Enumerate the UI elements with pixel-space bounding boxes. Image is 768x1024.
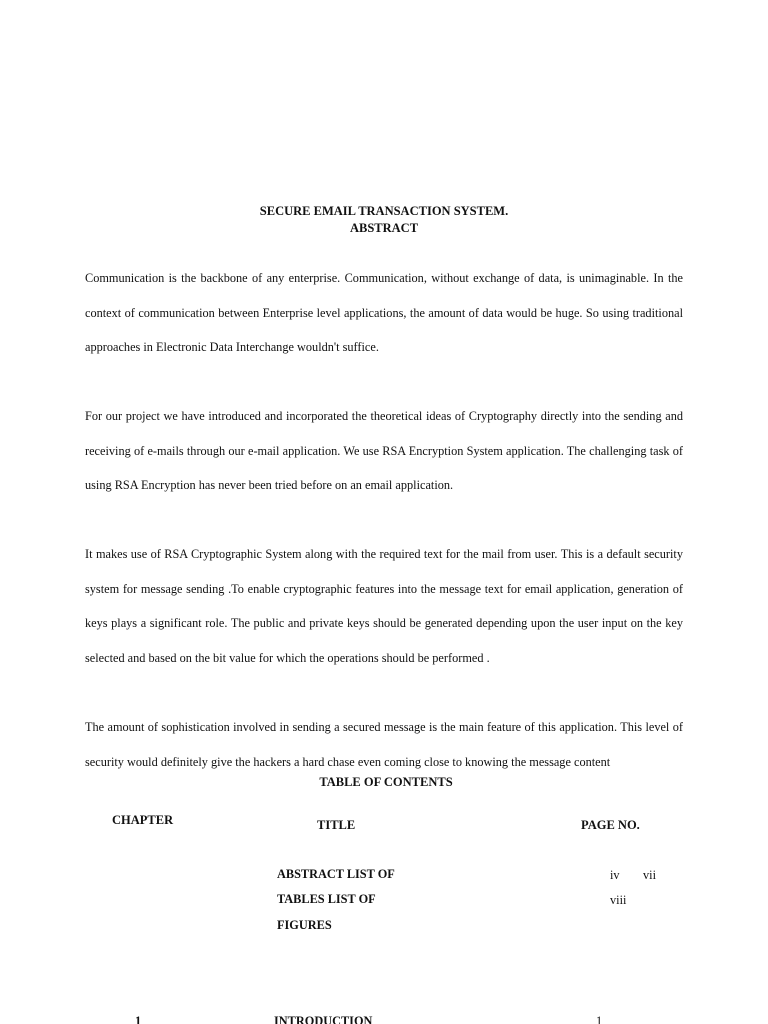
toc-entry: ABSTRACT LIST OF — [277, 867, 395, 881]
toc-row-page-number: 1 — [596, 1014, 603, 1024]
document-title: SECURE EMAIL TRANSACTION SYSTEM. — [259, 204, 509, 218]
toc-page-number: iv — [610, 868, 620, 882]
toc-row-chapter-number: 1 — [135, 1014, 142, 1024]
toc-header-title: TITLE — [317, 818, 356, 832]
abstract-paragraph-1: Communication is the backbone of any enterprise. Communication, without exchange of data, is unimaginable. In the context of communication between Enterprise level applications, the amount of data would be huge. So using traditional approaches in Electronic Data Interchange wouldn't suffice. — [85, 271, 683, 355]
toc-row-title: INTRODUCTION — [274, 1014, 373, 1024]
toc-title: TABLE OF CONTENTS — [319, 775, 453, 789]
abstract-heading: ABSTRACT — [349, 221, 419, 235]
abstract-paragraph-4: The amount of sophistication involved in sending a secured message is the main feature of this application. This level of security would definitely give the hackers a hard chase even coming close to knowing the message content — [85, 720, 683, 769]
abstract-paragraph-2: For our project we have introduced and incorporated the theoretical ideas of Cryptography directly into the sending and receiving of e-mails through our e-mail application. We use RSA Encryption System application. The challenging task of using RSA Encryption has never been tried before on an email application. — [85, 409, 683, 493]
toc-header-chapter: CHAPTER — [112, 813, 174, 827]
toc-header-page: PAGE NO. — [581, 818, 640, 832]
toc-page-number: viii — [610, 893, 627, 907]
toc-page-number: vii — [643, 868, 656, 882]
abstract-paragraph-3: It makes use of RSA Cryptographic System along with the required text for the mail from user. This is a default security system for message sending .To enable cryptographic features into the message text for email application, generation of keys plays a significant role. The public and private keys should be generated depending upon the user input on the key selected and based on the bit value for which the operations should be performed . — [85, 547, 683, 665]
toc-entry: FIGURES — [277, 918, 332, 932]
toc-entry: TABLES LIST OF — [277, 892, 376, 906]
